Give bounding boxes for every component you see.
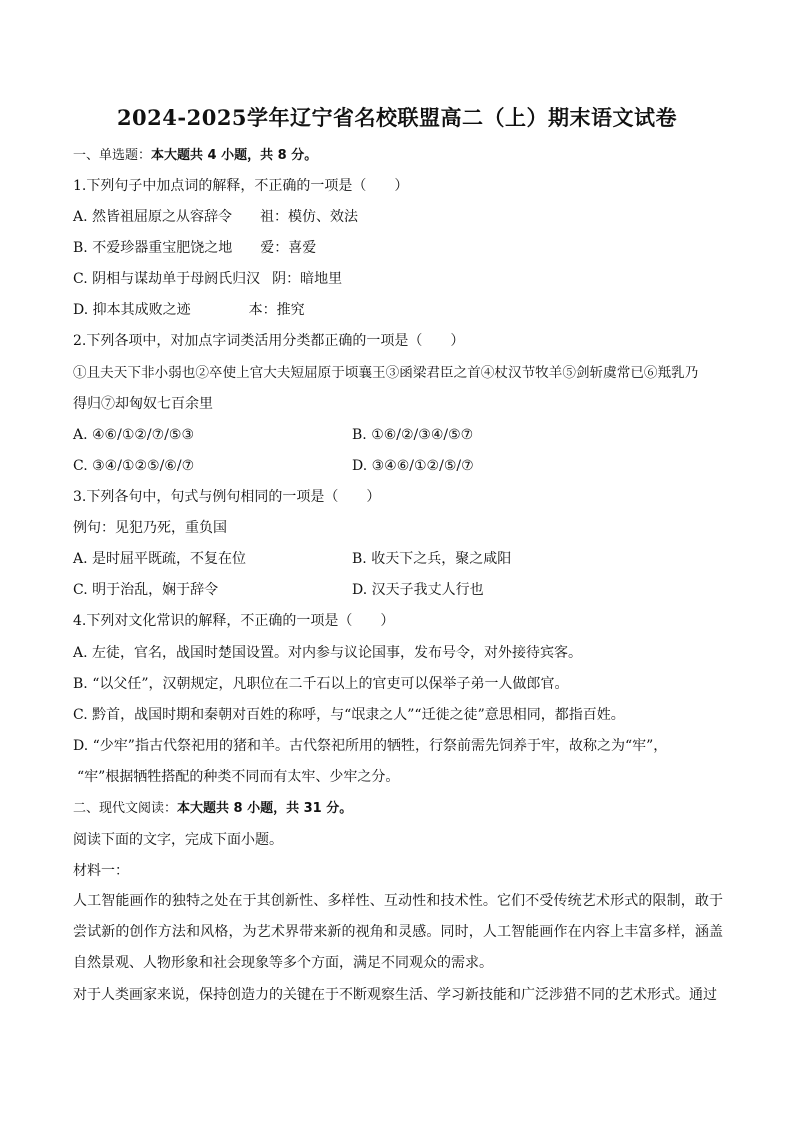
q1-option-d-gloss: 本：推究 — [248, 302, 305, 318]
section-2-header — [73, 799, 352, 819]
q1-option-b-gloss: 爱：喜爱 — [260, 240, 317, 256]
q4-option-c: C. 黔首，战国时期和秦朝对百姓的称呼，与“氓隶之人”“迁徙之徒”意思相同，都指百姓。 — [73, 707, 625, 723]
q4-option-d-line-1: D. “少牢”指古代祭祀用的猪和羊。古代祭祀所用的牺牲，行祭前需先饲养于牢，故称之为“牢”， — [73, 738, 668, 754]
q2-option-c: C. ③④/①②⑤/⑥/⑦ — [73, 458, 195, 474]
q3-stem: 3.下列各句中，句式与例句相同的一项是（ ） — [73, 489, 381, 505]
q1-option-d-text: D. 抑本其成败之迹 — [73, 302, 191, 318]
material-1-paragraph-2: 对于人类画家来说，保持创造力的关键在于不断观察生活、学习新技能和广泛涉猎不同的艺术形式。通过 — [73, 987, 717, 1003]
section-1-header — [73, 146, 317, 166]
q4-option-b: B. “以父任”，汉朝规定，凡职位在二千石以上的官吏可以保举子弟一人做郎官。 — [73, 676, 569, 692]
q3-example: 例句：见犯乃死，重负国 — [73, 520, 227, 536]
section-2-label: 二、现代文阅读： — [73, 801, 178, 816]
section-2-desc: 本大题共 8 小题，共 31 分。 — [177, 801, 353, 816]
exam-title: 2024-2025学年辽宁省名校联盟高二（上）期末语文试卷 — [116, 105, 678, 130]
reading-instruction: 阅读下面的文字，完成下面小题。 — [73, 832, 283, 848]
q1-option-b — [73, 238, 316, 258]
q2-passage-line-2: 得归⑦却匈奴七百余里 — [73, 396, 213, 412]
q4-option-d-line-2: “牢”根据牺牲搭配的种类不同而有太牢、少牢之分。 — [77, 769, 400, 785]
q1-option-a-gloss: 祖：模仿、效法 — [260, 209, 359, 225]
q3-option-c: C. 明于治乱，娴于辞令 — [73, 582, 219, 598]
section-1-label: 一、单选题： — [73, 148, 152, 163]
q3-option-a: A. 是时屈平既疏，不复在位 — [73, 551, 247, 567]
q2-option-d: D. ③④⑥/①②/⑤/⑦ — [352, 458, 474, 474]
material-1-label: 材料一： — [73, 863, 129, 879]
q3-option-d: D. 汉天子我丈人行也 — [352, 582, 484, 598]
q1-option-c-text: C. 阴相与谋劫单于母阏氏归汉 — [73, 271, 261, 287]
q1-option-a-text: A. 然皆祖屈原之从容辞令 — [73, 209, 233, 225]
q2-passage-line-1: ①且夫天下非小弱也②卒使上官大夫短屈原于顷襄王③函梁君臣之首④杖汉节牧羊⑤剑斩虞常已⑥羝乳乃 — [73, 365, 699, 381]
material-1-paragraph-1: 人工智能画作的独特之处在于其创新性、多样性、互动性和技术性。它们不受传统艺术形式的限制，敢于尝试新的创作方法和风格，为艺术界带来新的视角和灵感。同时，人工智能画作在内容上丰富多样，涵盖自然景观、人物形象和社会现象等多个方面，满足不同观众的需求。 — [73, 893, 723, 971]
q4-option-a: A. 左徒，官名，战国时楚国设置。对内参与议论国事，发布号令，对外接待宾客。 — [73, 645, 583, 661]
q3-option-b: B. 收天下之兵，聚之咸阳 — [352, 551, 512, 567]
q1-option-c-gloss: 阴：暗地里 — [272, 271, 343, 287]
q2-stem: 2.下列各项中，对加点字词类活用分类都正确的一项是（ ） — [73, 333, 465, 349]
q2-option-a: A. ④⑥/①②/⑦/⑤③ — [73, 427, 195, 443]
section-1-desc: 本大题共 4 小题，共 8 分。 — [151, 148, 318, 163]
q4-stem: 4.下列对文化常识的解释，不正确的一项是（ ） — [73, 613, 395, 629]
q1-option-d — [73, 300, 305, 320]
q1-stem: 1.下列句子中加点词的解释，不正确的一项是（ ） — [73, 178, 409, 194]
q1-option-b-text: B. 不爱珍器重宝肥饶之地 — [73, 240, 233, 256]
q1-option-c — [73, 269, 342, 289]
q1-option-a — [73, 207, 358, 227]
q2-option-b: B. ①⑥/②/③④/⑤⑦ — [352, 427, 474, 443]
